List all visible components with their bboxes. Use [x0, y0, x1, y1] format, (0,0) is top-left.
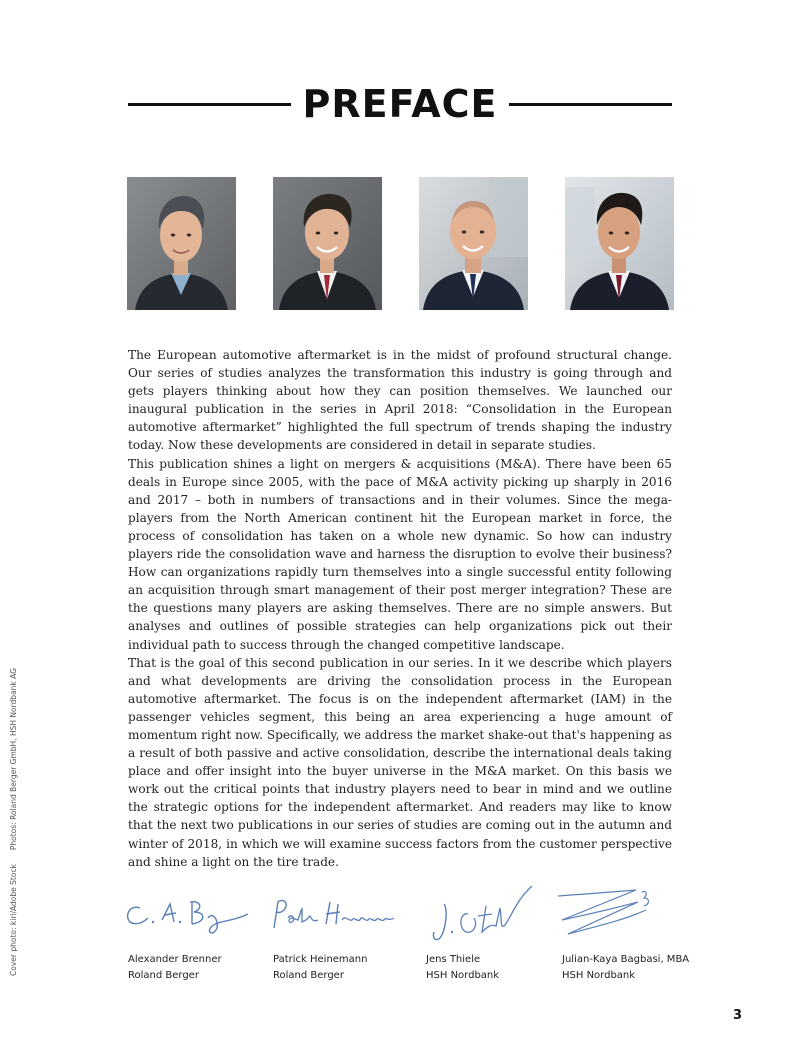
portrait-brenner-image	[127, 177, 236, 310]
author-block	[128, 952, 222, 984]
signature-row	[120, 880, 680, 950]
portrait-photo	[127, 177, 236, 310]
author-block	[273, 952, 367, 984]
author-block	[426, 952, 499, 984]
signature-brenner	[120, 880, 255, 940]
author-names	[128, 952, 688, 986]
photos-credit: Photos: Roland Berger GmbH, HSH Nordbank AG	[9, 668, 18, 851]
portrait-photo	[565, 177, 674, 310]
paragraph: The European automotive aftermarket is in the midst of profound structural change. Our series of studies analyzes the transformation this industry is going through and gets players thinking about how they can position themselves. We launched our inaugural publication in the series in April 2018: “Consolidation in the European automotive aftermarket” highlighted the full spectrum of trends shaping the industry today. Now these developments are considered in detail in separate studies.	[128, 348, 672, 453]
heading-block	[128, 82, 672, 126]
portrait-photo	[419, 177, 528, 310]
author-name: Alexander Brenner	[128, 954, 222, 965]
author-organization: HSH Nordbank	[426, 970, 500, 981]
signature-bagbasi	[554, 880, 674, 942]
author-organization: HSH Nordbank	[562, 970, 636, 981]
portrait-heinemann-image	[273, 177, 382, 310]
portrait-row	[127, 177, 674, 310]
paragraph: That is the goal of this second publication in our series. In it we describe which players and what developments are driving the consolidation process in the European automotive aftermarket. The focus is on the independent aftermarket (IAM) in the passenger vehicles segment, this being an area experiencing a huge amount of momentum right now. Specifically, we address the market shake-out that's happening as a result of both passive and active consolidation, describe the international deals taking place and offer insight into the buyer universe in the M&A market. On this basis we work out the critical points that industry players need to bear in mind and we outline the strategic options for the independent aftermarket. And readers may like to know that the next two publications in our series of studies are coming out in the autumn and winter of 2018, in which we will examine success factors from the customer perspective and shine a light on the tire trade.	[128, 655, 672, 869]
author-organization: Roland Berger	[273, 970, 344, 981]
author-name: Julian-Kaya Bagbasi, MBA	[562, 954, 690, 965]
portrait-photo	[273, 177, 382, 310]
author-organization: Roland Berger	[128, 970, 199, 981]
heading-rule-left	[128, 103, 291, 106]
author-name: Jens Thiele	[426, 954, 481, 965]
page-number: 3	[732, 1008, 742, 1023]
photo-credits	[9, 668, 18, 976]
page-title: PREFACE	[302, 82, 498, 126]
author-name: Patrick Heinemann	[273, 954, 368, 965]
portrait-thiele-image	[419, 177, 528, 310]
signature-thiele	[422, 880, 542, 946]
paragraph: This publication shines a light on mergers & acquisitions (M&A). There have been 65 deals in Europe since 2005, with the pace of M&A activity picking up sharply in 2016 and 2017 – both in numbers of transactions and in their volumes. Since the mega-players from the North American continent hit the European market in force, the process of consolidation has taken on a whole new dynamic. So how can industry players ride the consolidation wave and harness the disruption to evolve their business? How can organizations rapidly turn themselves into a single successful entity following an acquisition through smart management of their post merger integration? These are the questions many players are asking themselves. There are no simple answers. But analyses and outlines of possible strategies can help organizations pick out their individual path to success through the changed competitive landscape.	[128, 456, 672, 652]
portrait-bagbasi-image	[565, 177, 674, 310]
preface-body	[128, 346, 672, 871]
author-block	[562, 952, 689, 984]
signature-heinemann	[268, 880, 403, 940]
cover-credit: Cover photo: kiri/Adobe Stock	[9, 864, 18, 976]
heading-rule-right	[509, 103, 672, 106]
